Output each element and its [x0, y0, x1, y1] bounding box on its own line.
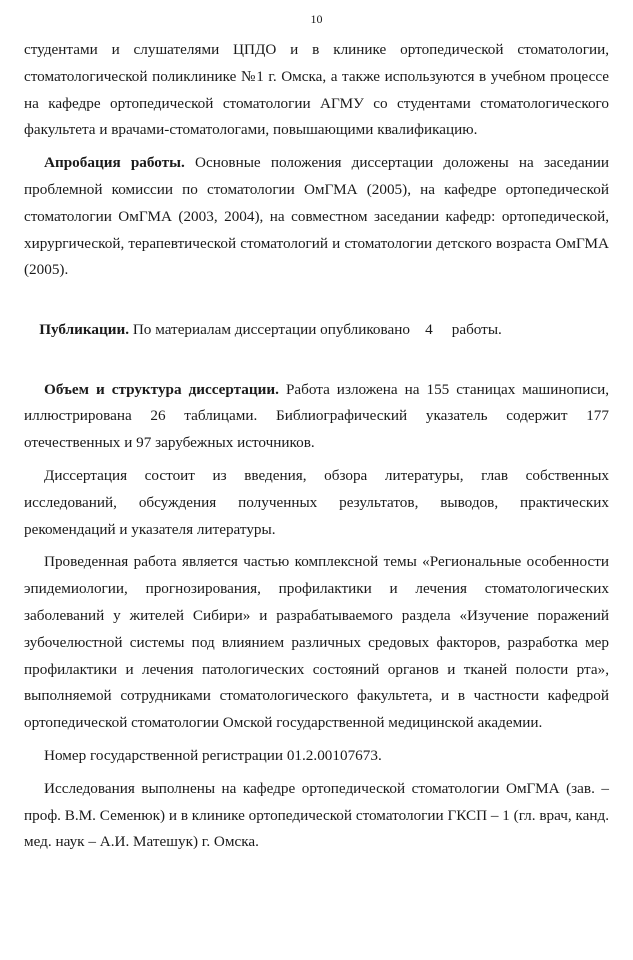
paragraph-heading: Публикации.: [39, 320, 130, 338]
paragraph-text: Проведенная работа является частью комплексной темы «Региональные особенности эпидемиологии, прогнозирования, профилактики и лечения стоматологических заболеваний у жителей Сибири» и разрабатываемого раздела «Изучение поражений зубочелюстной системы под влиянием различных средовых факторов, разработка мер профилактики и лечения патологических состояний органов и тканей полости рта», выполняемой сотрудниками стоматологического факультета, и в частности кафедрой ортопедической стоматологии Омской государственной медицинской академии.: [24, 553, 609, 732]
paragraph-heading: Апробация работы.: [44, 154, 185, 172]
paragraph-text: Основные положения диссертации доложены на заседании проблемной комиссии по стоматологии ОмГМА (2005), на кафедре ортопедической стоматологии ОмГМА (2003, 2004), на совместном заседании кафедр: ортопедической, хирургической, терапевтической стоматологий и стоматологии детского возраста ОмГМА (2005).: [24, 154, 609, 279]
document-body: [24, 37, 609, 856]
paragraph-text: Номер государственной регистрации 01.2.00107673.: [44, 746, 382, 764]
paragraph-text: Диссертация состоит из введения, обзора литературы, глав собственных исследований, обсуждения полученных результатов, выводов, практических рекомендаций и указателя литературы.: [24, 466, 609, 538]
paragraph-text: Работа изложена на 155 станицах машинописи, иллюстрирована 26 таблицами. Библиографический указатель содержит 177 отечественных и 97 зарубежных источников.: [24, 380, 609, 452]
paragraph-publications: [24, 290, 609, 370]
paragraph-structure: [24, 377, 609, 457]
page-number: 10: [310, 12, 323, 26]
paragraph-composition: [24, 463, 609, 543]
paragraph-approbation: [24, 150, 609, 284]
paragraph-research-theme: [24, 549, 609, 737]
paragraph-text: студентами и слушателями ЦПДО и в клинике ортопедической стоматологии, стоматологической поликлинике №1 г. Омска, а также используются в учебном процессе на кафедре ортопедической стоматологии АГМУ со студентами стоматологического факультета и врачами-стоматологами, повышающими квалификацию.: [24, 41, 609, 139]
paragraph-registration: [24, 743, 609, 770]
paragraph-location: [24, 776, 609, 856]
paragraph-continuation: [24, 37, 609, 144]
paragraph-text: По материалам диссертации опубликовано 4 работы.: [129, 320, 502, 338]
paragraph-text: Исследования выполнены на кафедре ортопедической стоматологии ОмГМА (зав. – проф. В.М. Семенюк) и в клинике ортопедической стоматологии ГКСП – 1 (гл. врач, канд. мед. наук – А.И. Матешук) г. Омска.: [24, 779, 610, 851]
paragraph-heading: Объем и структура диссертации.: [44, 380, 279, 398]
